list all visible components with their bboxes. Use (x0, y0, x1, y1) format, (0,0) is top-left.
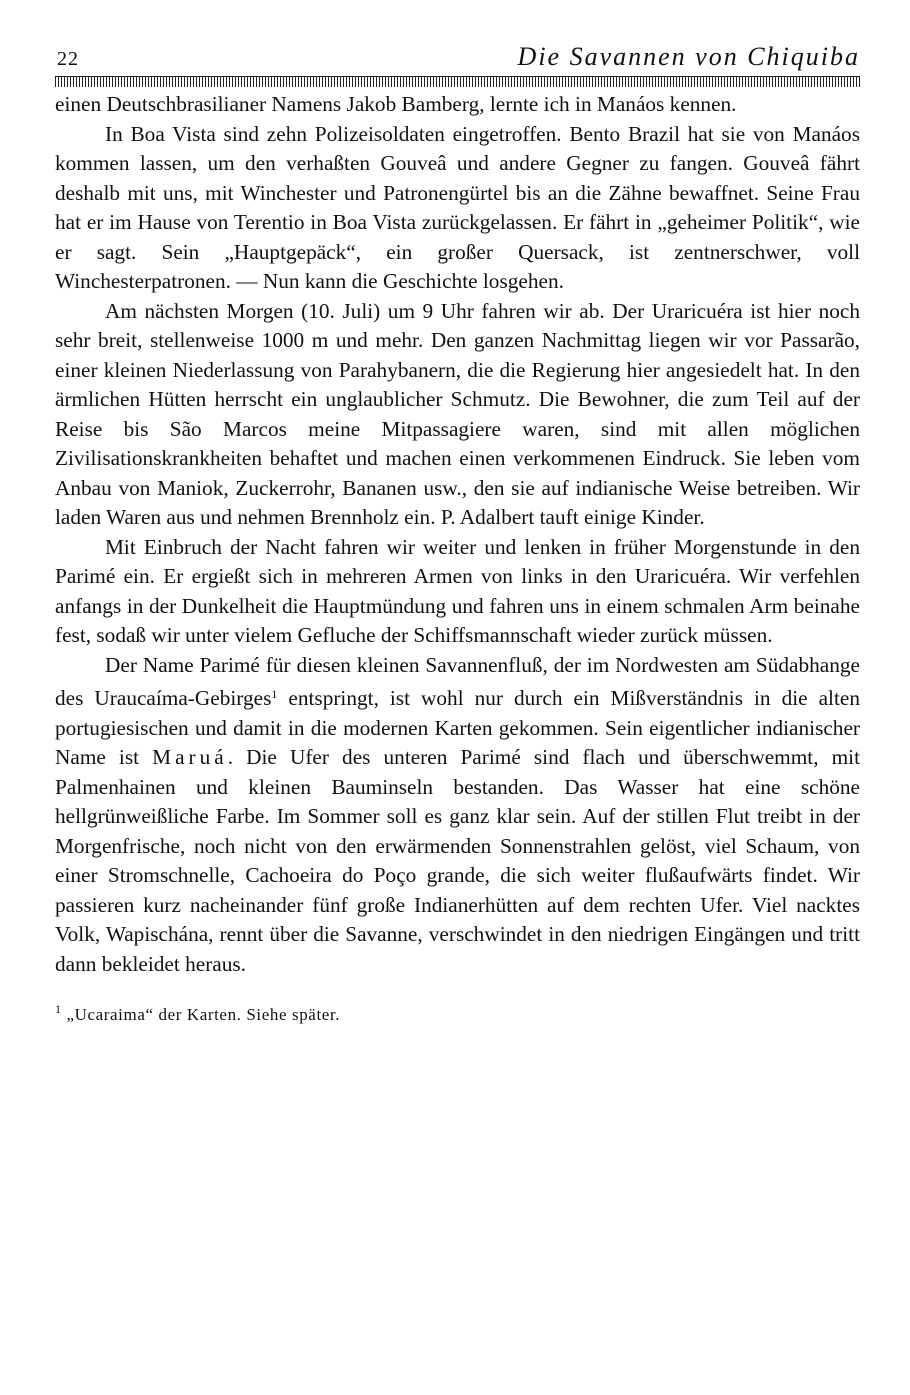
paragraph-4: Mit Einbruch der Nacht fahren wir weiter und lenken in früher Morgenstunde in den Parimé ein. Er ergießt sich in mehreren Armen von links in den Uraricuéra. Wir verfehlen anfangs in der Dunkelheit die Hauptmündung und fahren uns in einem schmalen Arm beinahe fest, sodaß wir unter vielem Gefluche der Schiffsmannschaft wieder zurück müssen. (55, 534, 860, 647)
header-rule (55, 76, 860, 87)
footnote-text: „Ucaraima“ der Karten. Siehe später. (61, 1005, 341, 1024)
page-header (55, 42, 860, 76)
spaced-name-marua: Maruá (152, 745, 228, 769)
book-page (55, 42, 860, 1027)
paragraph-5 (55, 651, 860, 980)
running-title: Die Savannen von Chiquiba (517, 42, 860, 71)
paragraph-5-part-b: entspringt, ist wohl nur durch ein Mißverständnis in die alten portugiesischen und damit in die modernen Karten gekommen. Sein eigentlicher indianischer Name ist (55, 686, 860, 769)
footnote-mark: 1 (55, 1002, 62, 1016)
paragraph-5-part-c: . Die Ufer des unteren Parimé sind flach und überschwemmt, mit Palmenhainen und kleinen Bauminseln bestanden. Das Wasser hat eine schöne hellgrünweißliche Farbe. Im Sommer soll es ganz klar sein. Auf der stillen Flut treibt in der Morgenfrische, noch nicht von den erwärmenden Sonnenstrahlen gelöst, viel Schaum, von einer Stromschnelle, Cachoeira do Poço grande, die sich weiter flußaufwärts findet. Wir passieren kurz nacheinander fünf große Indianerhütten auf dem rechten Ufer. Viel nacktes Volk, Wapischána, rennt über die Savanne, verschwindet in den niedrigen Eingängen und tritt dann bekleidet heraus. (55, 745, 861, 976)
page-number: 22 (57, 48, 79, 70)
body-text (55, 90, 860, 979)
paragraph-3: Am nächsten Morgen (10. Juli) um 9 Uhr fahren wir ab. Der Uraricuéra ist hier noch sehr breit, stellenweise 1000 m und mehr. Den ganzen Nachmittag liegen wir vor Passarão, einer kleinen Niederlassung von Parahybanern, die die Regierung hier angesiedelt hat. In den ärmlichen Hütten herrscht ein unglaublicher Schmutz. Die Bewohner, die zum Teil auf der Reise bis São Marcos meine Mitpassagiere waren, sind mit allen möglichen Zivilisationskrankheiten behaftet und machen einen verkommenen Eindruck. Sie leben vom Anbau von Maniok, Zuckerrohr, Bananen usw., den sie auf indianische Weise betreiben. Wir laden Waren aus und nehmen Brennholz ein. P. Adalbert tauft einige Kinder. (55, 298, 860, 529)
footnote (55, 997, 860, 1027)
footnote-reference: 1 (271, 687, 278, 701)
paragraph-5-part-a: Der Name Parimé für diesen kleinen Savannenfluß, der im Nordwesten am Südabhange des Uraucaíma-Gebirges (55, 652, 860, 710)
paragraph-1: einen Deutschbrasilianer Namens Jakob Bamberg, lernte ich in Manáos kennen. (55, 92, 737, 116)
paragraph-2: In Boa Vista sind zehn Polizeisoldaten eingetroffen. Bento Brazil hat sie von Manáos kommen lassen, um den verhaßten Gouveâ und andere Gegner zu fangen. Gouveâ fährt deshalb mit uns, mit Winchester und Patronengürtel bis an die Zähne bewaffnet. Seine Frau hat er im Hause von Terentio in Boa Vista zurückgelassen. Er fährt in „geheimer Politik“, wie er sagt. Sein „Hauptgepäck“, ein großer Quersack, ist zentnerschwer, voll Winchesterpatronen. — Nun kann die Geschichte losgehen. (55, 121, 860, 293)
